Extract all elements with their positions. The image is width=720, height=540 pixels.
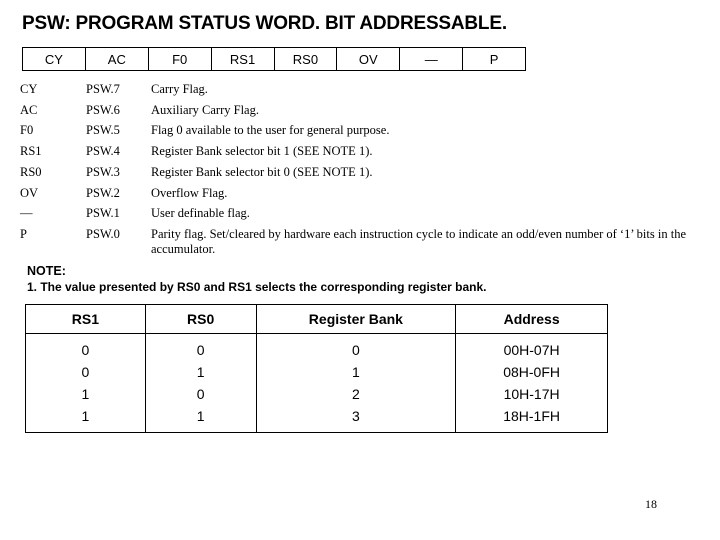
column-header-rs0: RS0 (145, 305, 256, 334)
bit-cell-ac: AC (86, 48, 149, 70)
flag-row (20, 224, 707, 257)
flag-row (20, 141, 707, 162)
flag-name: RS0 (20, 164, 42, 179)
flag-text: User definable flag. (151, 206, 250, 221)
table-row (26, 334, 608, 362)
table-header-row (26, 305, 608, 334)
cell-address: 00H-07H (456, 334, 608, 362)
cell-rs0: 0 (145, 334, 256, 362)
flag-name: F0 (20, 123, 34, 138)
table-row (26, 361, 608, 383)
note-heading: NOTE: (27, 264, 66, 278)
flag-row (20, 183, 707, 204)
table-row (26, 383, 608, 405)
flag-row (20, 100, 707, 121)
flag-text: Auxiliary Carry Flag. (151, 102, 259, 117)
bit-cell-user: — (400, 48, 463, 70)
cell-register-bank: 0 (256, 334, 456, 362)
flag-name: AC (20, 102, 38, 117)
cell-address: 10H-17H (456, 383, 608, 405)
bit-cell-rs1: RS1 (212, 48, 275, 70)
flag-text: Overflow Flag. (151, 185, 228, 200)
flag-text: Register Bank selector bit 1 (SEE NOTE 1). (151, 144, 373, 159)
flag-name: RS1 (20, 144, 42, 159)
cell-address: 18H-1FH (456, 405, 608, 433)
note-text: 1. The value presented by RS0 and RS1 selects the corresponding register bank. (27, 280, 487, 294)
page-number: 18 (645, 497, 657, 511)
column-header-rs1: RS1 (26, 305, 146, 334)
flag-bit: PSW.7 (86, 82, 120, 96)
cell-rs1: 0 (26, 361, 146, 383)
column-header-address: Address (456, 305, 608, 334)
bit-cell-rs0: RS0 (275, 48, 338, 70)
flag-bit: PSW.3 (86, 164, 120, 179)
flag-name: — (20, 206, 33, 221)
flag-description-list (20, 79, 707, 257)
flag-row (20, 162, 707, 183)
flag-bit: PSW.1 (86, 206, 120, 221)
cell-register-bank: 1 (256, 361, 456, 383)
cell-register-bank: 2 (256, 383, 456, 405)
psw-bit-layout (22, 47, 526, 71)
flag-bit: PSW.2 (86, 185, 120, 200)
cell-rs1: 1 (26, 405, 146, 433)
flag-text: Flag 0 available to the user for general purpose. (151, 123, 390, 138)
cell-rs1: 0 (26, 334, 146, 362)
cell-rs0: 1 (145, 361, 256, 383)
flag-bit: PSW.4 (86, 144, 120, 159)
table-row (26, 405, 608, 433)
flag-bit: PSW.0 (86, 226, 120, 241)
cell-rs0: 0 (145, 383, 256, 405)
flag-row (20, 79, 707, 100)
page-title: PSW: PROGRAM STATUS WORD. BIT ADDRESSABLE. (22, 13, 507, 34)
flag-name: OV (20, 185, 39, 200)
bit-cell-f0: F0 (149, 48, 212, 70)
flag-text: Carry Flag. (151, 82, 208, 96)
register-bank-table (25, 304, 608, 433)
flag-row (20, 203, 707, 224)
flag-row (20, 120, 707, 141)
flag-name: CY (20, 82, 38, 96)
cell-rs1: 1 (26, 383, 146, 405)
cell-register-bank: 3 (256, 405, 456, 433)
flag-bit: PSW.6 (86, 102, 120, 117)
flag-bit: PSW.5 (86, 123, 120, 138)
flag-text: Parity flag. Set/cleared by hardware each instruction cycle to indicate an odd/even number of ‘1’ bits in the accumulator. (151, 226, 686, 256)
cell-rs0: 1 (145, 405, 256, 433)
bit-cell-p: P (489, 51, 499, 67)
cell-address: 08H-0FH (456, 361, 608, 383)
flag-name: P (20, 226, 27, 241)
bit-cell-ov: OV (337, 48, 400, 70)
column-header-register-bank: Register Bank (256, 305, 456, 334)
bit-cell-cy: CY (23, 48, 86, 70)
flag-text: Register Bank selector bit 0 (SEE NOTE 1). (151, 164, 373, 179)
